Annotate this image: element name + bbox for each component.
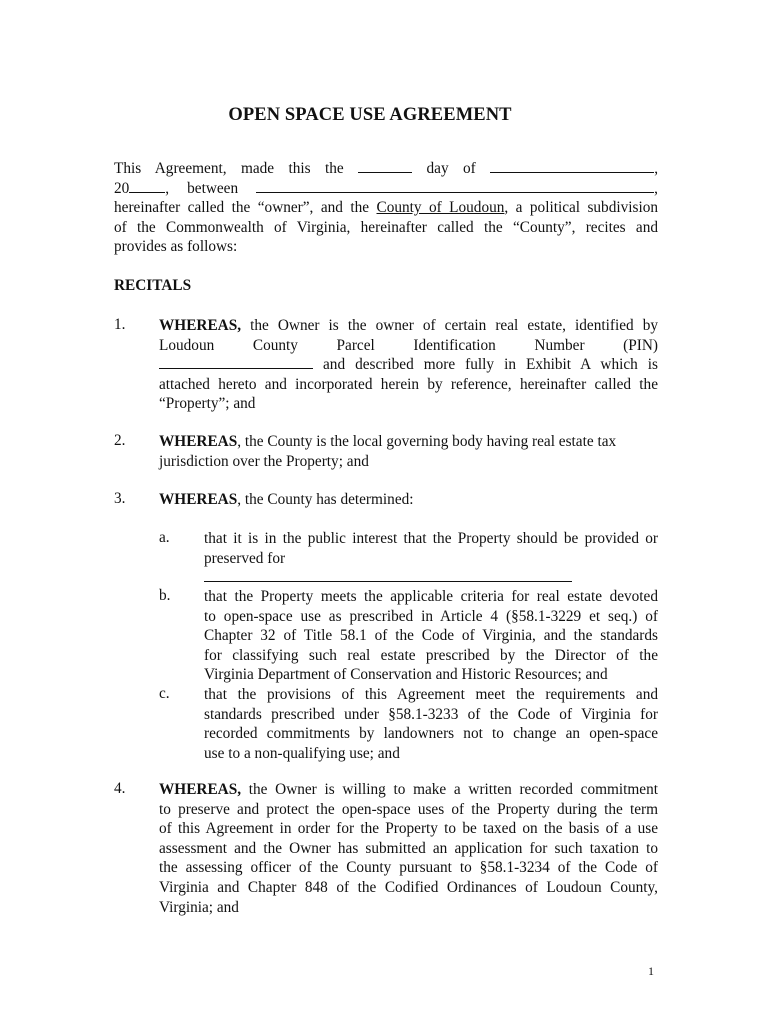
recital-1: WHEREAS, the Owner is the owner of certain real estate, identified by Loudoun County Parcel Identification Number (PIN) and described more fully in Exhibit A which is attached hereto and incorporated herein by reference, hereinafter called the “Property”; and bbox=[159, 317, 659, 413]
recital-3-number: 3. bbox=[114, 490, 126, 507]
recital-1-number: 1. bbox=[114, 316, 126, 333]
recital-3a: that it is in the public interest that the Property should be provided or preserved for bbox=[204, 529, 658, 588]
intro-line-4: of the Commonwealth of Virginia, hereinafter called the “County”, recites and bbox=[114, 218, 658, 236]
intro-line-2: 20 , between , bbox=[114, 179, 658, 197]
recital-3c-letter: c. bbox=[159, 685, 170, 702]
document-title: OPEN SPACE USE AGREEMENT bbox=[228, 105, 512, 125]
intro-line-1: This Agreement, made this the day of , bbox=[114, 160, 659, 177]
recital-3b: that the Property meets the applicable criteria for real estate devoted to open-space use as prescribed in Article 4 (§58.1-3229 et seq.) of Chapter 32 of Title 58.1 of the Code of Virginia, and the standards for classifying such real estate prescribed by the Director of the Virginia Department of Conservation and Historic Resources; and bbox=[204, 588, 658, 684]
county-of-loudoun-link: County of Loudoun bbox=[376, 199, 505, 217]
owner-name-blank[interactable] bbox=[256, 179, 654, 193]
month-blank[interactable] bbox=[490, 159, 654, 173]
recitals-heading: RECITALS bbox=[114, 277, 192, 294]
intro-line-3: hereinafter called the “owner”, and the County of Loudoun, a political subdivision bbox=[114, 199, 659, 217]
recital-4: WHEREAS, the Owner is willing to make a written recorded commitment to preserve and protect the open-space uses of the Property during the term of this Agreement in order for the Property to be taxed on the basis of a use assessment and the Owner has submitted an application for such taxation to the assessing officer of the County pursuant to §58.1-3234 of the Code of Virginia and Chapter 848 of the Codified Ordinances of Loudoun County, Virginia; and bbox=[159, 781, 658, 916]
recital-4-number: 4. bbox=[114, 780, 126, 797]
intro-line-5: provides as follows: bbox=[114, 238, 238, 256]
page-number: 1 bbox=[648, 964, 654, 978]
day-blank[interactable] bbox=[358, 159, 412, 173]
recital-3: WHEREAS, the County has determined: bbox=[159, 491, 414, 508]
pin-blank[interactable] bbox=[159, 355, 313, 369]
recital-3a-letter: a. bbox=[159, 529, 170, 546]
intro-paragraph bbox=[114, 159, 658, 257]
recital-2: WHEREAS, the County is the local governing body having real estate tax jurisdiction over the Property; and bbox=[159, 433, 617, 470]
year-blank[interactable] bbox=[129, 179, 165, 193]
recital-2-number: 2. bbox=[114, 432, 126, 449]
recital-3c: that the provisions of this Agreement meet the requirements and standards prescribed under §58.1-3233 of the Code of Virginia for recorded commitments by landowners not to change an open-space use to a non-qualifying use; and bbox=[204, 686, 658, 762]
purpose-blank[interactable] bbox=[204, 568, 572, 582]
recital-3b-letter: b. bbox=[159, 587, 171, 604]
